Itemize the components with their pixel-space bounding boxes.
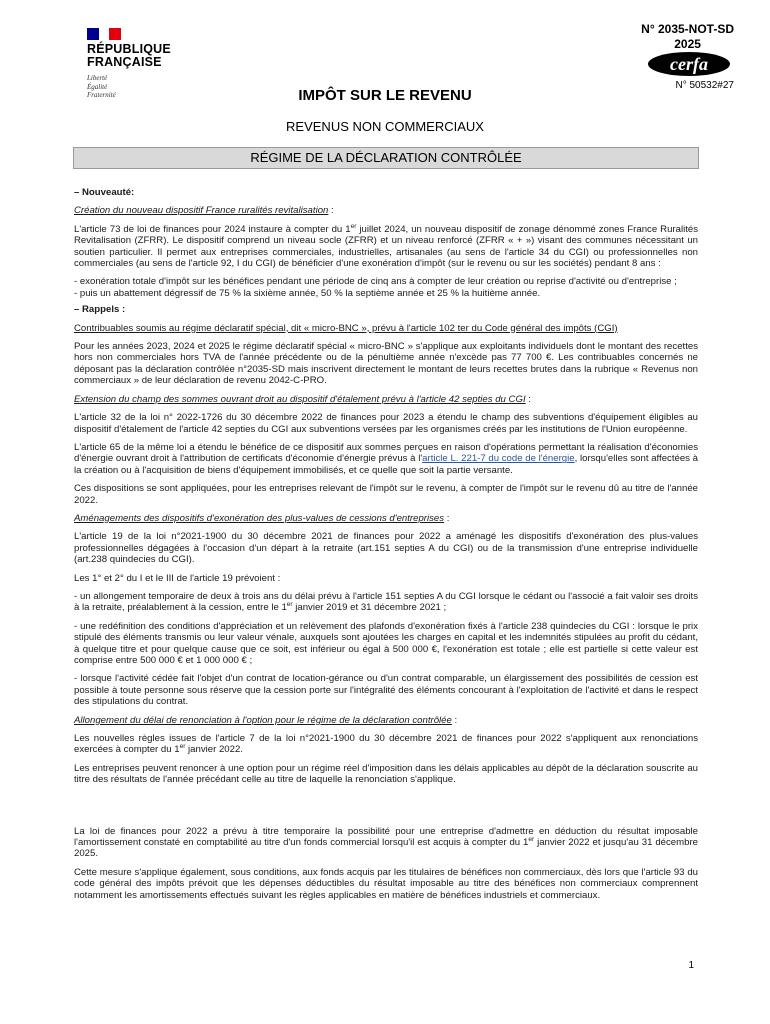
ext-paragraph-1: L'article 32 de la loi n° 2022-1726 du 30 décembre 2022 de finances pour 2023 a étendu le champ des subventions d'équipement éligibles au dispositif d'étalement de l'article 42 septies du CGI aux subventions versées par les organismes créés par les institutions de l'Union européenne. bbox=[74, 412, 698, 435]
frr-heading-text: Création du nouveau dispositif France ruralités revitalisation bbox=[74, 205, 329, 217]
frr-p1-a: L'article 73 de loi de finances pour 2024 instaure à compter du 1 bbox=[74, 223, 351, 235]
allong-p1-a: Les nouvelles règles issues de l'article 7 de la loi n°2021-1900 du 30 décembre 2021 de finances pour 2022 s'appliquent aux renonciations exercées à compter du 1 bbox=[74, 733, 698, 756]
motto-liberte: Liberté bbox=[87, 74, 108, 82]
frr-p1-b: juillet 2024, un nouveau dispositif de zonage dénommé zones France Ruralités Revitalisation (ZFRR). Le dispositif comprend un niveau socle (ZFRR) et un niveau renforcé (ZFRR « + ») visant des communes nécessitant un soutien particulier. Il permet aux entreprises commerciales, industrielles, artisanales (au sens de l'article 34 du CGI) ou professionnelles non commerciales (au sens de l'article 92, I du CGI) de bénéficier d'une exonération d'impôt (sur le revenu ou sur les sociétés) pendant 8 ans : bbox=[74, 223, 698, 270]
amen-heading bbox=[74, 513, 698, 524]
lf-p1-b: janvier 2022 et jusqu'au 31 décembre 2025. bbox=[74, 837, 698, 860]
page-subtitle: REVENUS NON COMMERCIAUX bbox=[286, 119, 484, 134]
frr-p1-sup: er bbox=[350, 222, 357, 230]
regime-banner: RÉGIME DE LA DÉCLARATION CONTRÔLÉE bbox=[73, 147, 699, 169]
bnc-heading: Contribuables soumis au régime déclaratif spécial, dit « micro-BNC », prévu à l'article 102 ter du Code général des impôts (CGI) bbox=[74, 322, 618, 334]
lf-paragraph-2: Cette mesure s'applique également, sous conditions, aux fonds acquis par les titulaires de bénéfices non commerciaux, dès lors que l'article 93 du code général des impôts prévoit que les dépenses déductibles du résultat imposable au titre des bénéfices non commerciaux comprennent notamment les amortissements effectués suivant les règles applicables en matière de bénéfices industriels et commerciaux. bbox=[74, 866, 698, 901]
allong-paragraph-2: Les entreprises peuvent renoncer à une option pour un régime réel d'imposition dans les délais applicables au dépôt de la déclaration souscrite au titre des résultats de l'année précédant celle au titre de laquelle la renonciation s'applique. bbox=[74, 762, 698, 786]
frr-heading-suffix: : bbox=[328, 205, 334, 217]
frr-bullet-2: - puis un abattement dégressif de 75 % la sixième année, 50 % la septième année et 25 % la huitième année. bbox=[74, 287, 541, 299]
ext-paragraph-3: Ces dispositions se sont appliquées, pour les entreprises relevant de l'impôt sur le revenu, à compter de l'impôt sur le revenu dû au titre de l'année 2022. bbox=[74, 483, 698, 506]
frr-heading bbox=[74, 205, 698, 216]
nouveaute-heading: – Nouveauté: bbox=[74, 187, 135, 198]
form-number: N° 2035-NOT-SD bbox=[641, 22, 734, 36]
amen-bullet-2: - une redéfinition des conditions d'appréciation et un relèvement des plafonds d'exonération fixés à l'article 238 quindecies du CGI : lorsque le prix stipulé des éléments transmis ou leur valeur vénale, auxquels sont ajoutées les charges en capital et les indemnités stipulées au profit du cédant, à quelque titre et pour quelque cause que ce soit, est inférieur ou égal à 500 000 €, l'exonération est totale ; elle est partielle si cette valeur est comprise entre 500 000 € et 1 000 000 € ; bbox=[74, 620, 698, 666]
allong-heading-text: Allongement du délai de renonciation à l'option pour le régime de la déclaration contrôlée bbox=[74, 714, 452, 726]
form-number-block bbox=[641, 22, 734, 52]
amen-heading-suffix: : bbox=[444, 512, 450, 524]
lf-p1-sup: er bbox=[528, 835, 535, 843]
tricolor-flag-icon bbox=[87, 28, 121, 40]
amen-heading-text: Aménagements des dispositifs d'exonération des plus-values de cessions d'entreprises bbox=[74, 512, 445, 524]
amen-bullet-1 bbox=[74, 591, 698, 614]
bnc-paragraph: Pour les années 2023, 2024 et 2025 le régime déclaratif spécial « micro-BNC » s'applique aux exploitants individuels dont le montant des recettes hors non commerciales hors TVA de l'année précédente ou de la pénultième année n'excède pas 77 700 €. Les contribuables concernés ne déposant pas la déclaration contrôlée n°2035-SD mais inscrivent directement le montant de leurs recettes brutes dans la rubrique « Revenus non commerciaux » de leur déclaration de revenu 2042-C-PRO. bbox=[74, 341, 698, 387]
ext-heading bbox=[74, 394, 698, 405]
ext-heading-suffix: : bbox=[525, 393, 531, 405]
allong-p1-sup: er bbox=[179, 743, 186, 751]
page-number: 1 bbox=[688, 960, 694, 971]
page-title: IMPÔT SUR LE REVENU bbox=[298, 87, 472, 104]
cerfa-logo: cerfa bbox=[648, 52, 730, 76]
amen-paragraph-1: L'article 19 de la loi n°2021-1900 du 30 décembre 2021 de finances pour 2022 a aménagé les dispositifs d'exonération des plus-values professionnelles dégagées à l'occasion d'un départ à la retraite (art.151 septies A du CGI) ou de la transmission d'une entreprise individuelle (art.238 quindecies du CGI). bbox=[74, 531, 698, 566]
frr-bullet-1: - exonération totale d'impôt sur les bénéfices pendant une période de cinq ans à compter de leur création ou reprise d'activité ou d'entreprise ; bbox=[74, 276, 677, 288]
amen-b1-b: janvier 2019 et 31 décembre 2021 ; bbox=[292, 602, 447, 614]
republic-line1: RÉPUBLIQUE bbox=[87, 42, 171, 56]
ext-paragraph-2 bbox=[74, 442, 698, 476]
lf-paragraph-1 bbox=[74, 826, 698, 860]
allong-paragraph-1 bbox=[74, 733, 698, 756]
ext-p2-b: , lorsqu'elles sont affectées à la création ou à l'acquisition de biens d'équipement immobilisés, et ce quelle que soit la partie versante. bbox=[74, 453, 698, 476]
code-energie-link[interactable]: article L. 221-7 du code de l'énergie bbox=[422, 453, 575, 465]
allong-heading-suffix: : bbox=[451, 714, 458, 726]
motto-fraternite: Fraternité bbox=[87, 91, 116, 99]
allong-heading bbox=[74, 715, 698, 726]
amen-b1-a: - un allongement temporaire de deux à trois ans du délai prévu à l'article 151 septies A du CGI lorsque le cédant ou l'associé a fait valoir ses droits à la retraite, préalablement à la cession, entre le 1 bbox=[74, 590, 698, 614]
republic-line2: FRANÇAISE bbox=[87, 55, 162, 69]
notice-body bbox=[74, 187, 698, 908]
section-spacer bbox=[74, 793, 698, 826]
frr-bullets bbox=[74, 276, 698, 299]
ext-p2-a: L'article 65 de la même loi a étendu le bénéfice de ce dispositif aux sommes perçues en raison d'opérations permettant la réalisation d'économies d'énergie ouvrant droit à l'attribution de certificats d'économie d'énergie prévus à l' bbox=[74, 441, 698, 465]
motto-egalite: Égalité bbox=[87, 82, 108, 91]
allong-p1-b: janvier 2022. bbox=[185, 744, 243, 756]
rappels-heading: – Rappels : bbox=[74, 304, 126, 316]
lf-p1-a: La loi de finances pour 2022 a prévu à titre temporaire la possibilité pour une entreprise d'admettre en déduction du résultat imposable l'amortissement constaté en comptabilité au titre d'un fonds commercial lorsqu'il est acquis à compter du 1 bbox=[74, 825, 698, 849]
cerfa-number: N° 50532#27 bbox=[675, 80, 734, 91]
form-year: 2025 bbox=[674, 37, 701, 51]
amen-bullet-3: - lorsque l'activité cédée fait l'objet d'un contrat de location-gérance ou d'un contrat comparable, un élargissement des possibilités de cession est possible à toute personne sous réserve que la cession porte sur l'intégralité des éléments concourant à l'exploitation de l'activité et dans le respect des stipulations du contrat. bbox=[74, 673, 698, 708]
amen-paragraph-2: Les 1° et 2° du I et le III de l'article 19 prévoient : bbox=[74, 572, 281, 584]
ext-heading-text: Extension du champ des sommes ouvrant droit au dispositif d'étalement prévu à l'article 42 septies du CGI bbox=[74, 393, 526, 405]
amen-b1-sup: er bbox=[286, 601, 293, 609]
frr-paragraph bbox=[74, 224, 698, 270]
